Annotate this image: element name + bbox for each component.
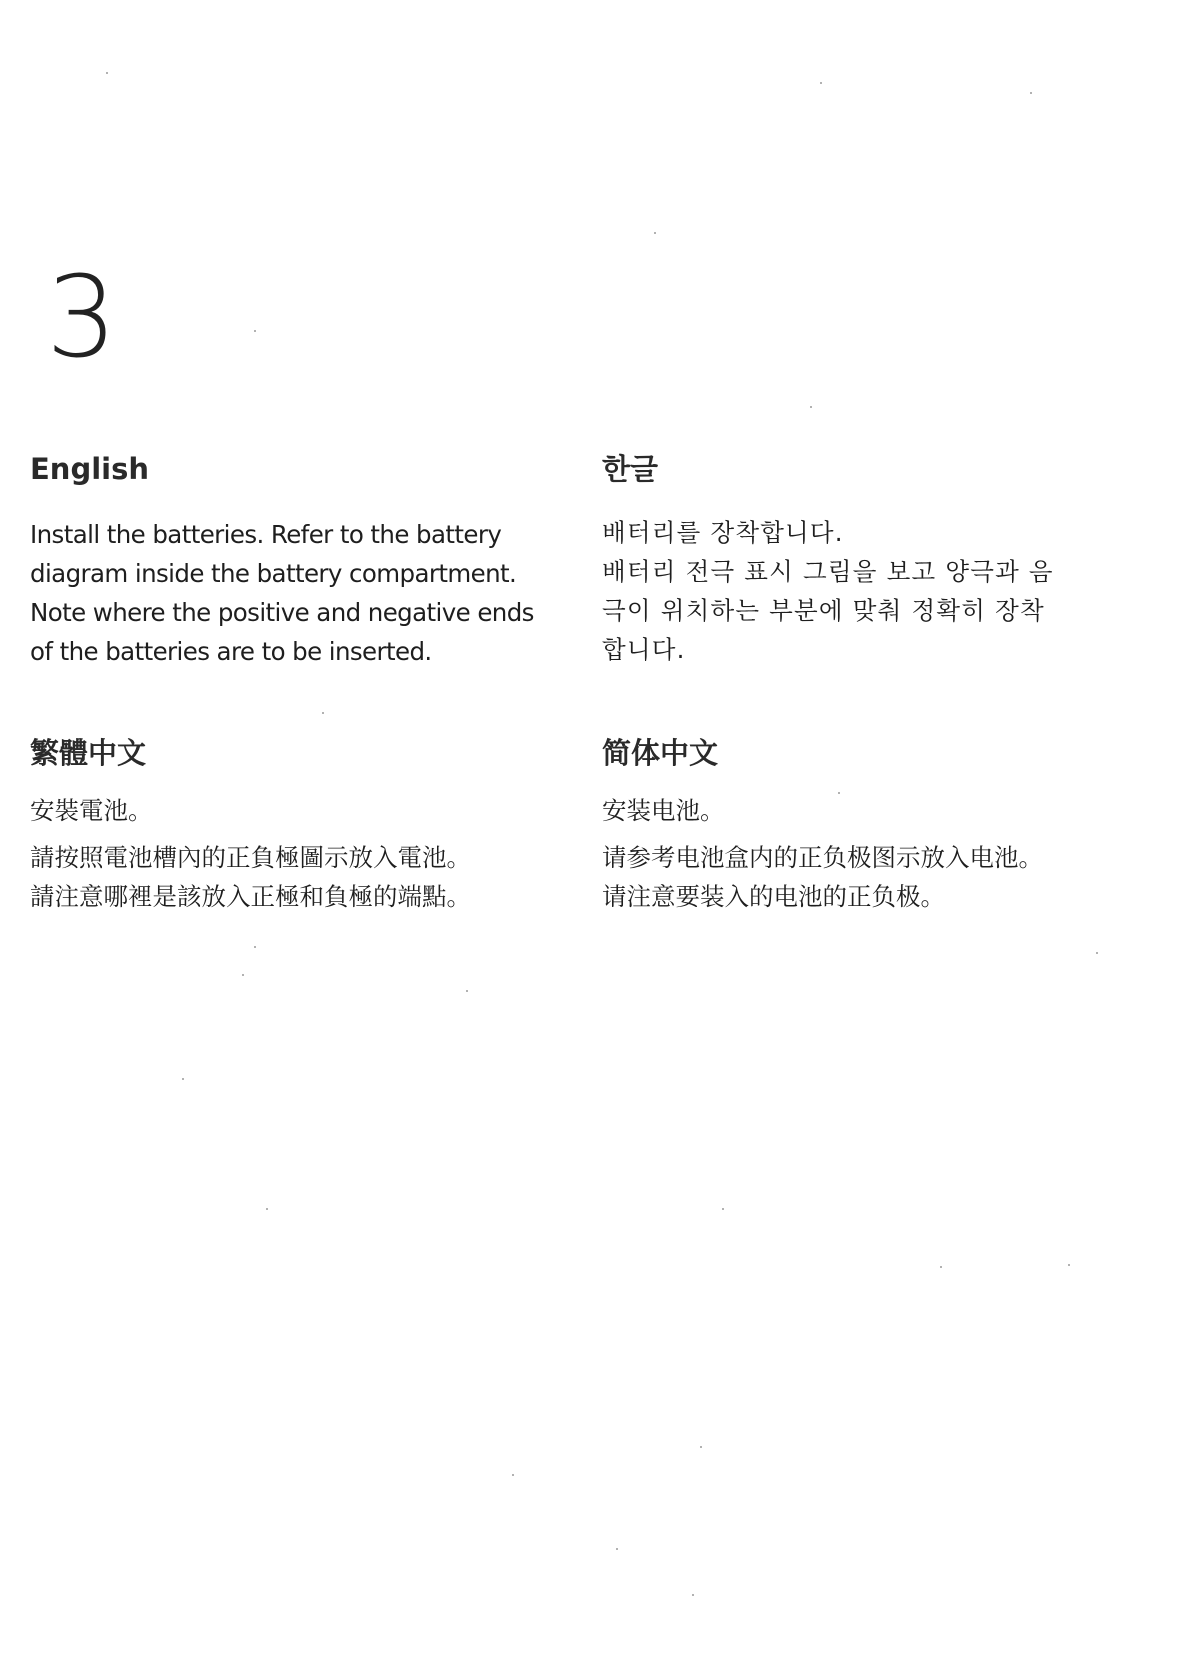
scan-speck: [254, 946, 256, 948]
korean-section: [602, 452, 1162, 669]
scan-speck: [940, 1266, 942, 1268]
traditional-chinese-section: [30, 736, 570, 916]
scan-speck: [466, 990, 468, 992]
scan-speck: [254, 330, 256, 332]
scan-speck: [616, 1548, 618, 1550]
scan-speck: [722, 1208, 724, 1210]
simplified-chinese-heading: 简体中文: [602, 736, 719, 770]
scan-speck: [700, 1446, 702, 1448]
simplified-chinese-summary: 安装电池。: [602, 795, 725, 825]
scan-speck: [654, 232, 656, 234]
scan-speck: [106, 72, 108, 74]
simplified-chinese-instructions: 请参考电池盒内的正负极图示放入电池。 请注意要装入的电池的正负极。: [602, 842, 1043, 911]
scan-speck: [810, 406, 812, 408]
traditional-chinese-summary: 安裝電池。: [30, 795, 153, 825]
scan-speck: [266, 1208, 268, 1210]
scan-speck: [242, 974, 244, 976]
english-instructions: Install the batteries. Refer to the battery diagram inside the battery compartment. Note where the positive and negative ends of the batteries are to be inserted.: [30, 519, 534, 666]
english-heading: English: [30, 452, 150, 486]
scan-speck: [1096, 952, 1098, 954]
scan-speck: [322, 712, 324, 714]
traditional-chinese-heading: 繁體中文: [30, 736, 147, 770]
english-section: [30, 452, 570, 671]
scan-speck: [182, 1078, 184, 1080]
korean-instructions: 배터리를 장착합니다. 배터리 전극 표시 그림을 보고 양극과 음 극이 위치하는 부분에 맞춰 정확히 장착 합니다.: [602, 517, 1054, 664]
korean-heading: 한글: [602, 452, 659, 486]
scan-speck: [1030, 92, 1032, 94]
simplified-chinese-section: [602, 736, 1162, 916]
step-number: 3: [46, 253, 118, 383]
scan-speck: [838, 792, 840, 794]
scan-speck: [692, 1594, 694, 1596]
traditional-chinese-instructions: 請按照電池槽內的正負極圖示放入電池。 請注意哪裡是該放入正極和負極的端點。: [30, 842, 471, 911]
scan-speck: [1068, 1264, 1070, 1266]
scan-speck: [512, 1474, 514, 1476]
scan-speck: [820, 82, 822, 84]
